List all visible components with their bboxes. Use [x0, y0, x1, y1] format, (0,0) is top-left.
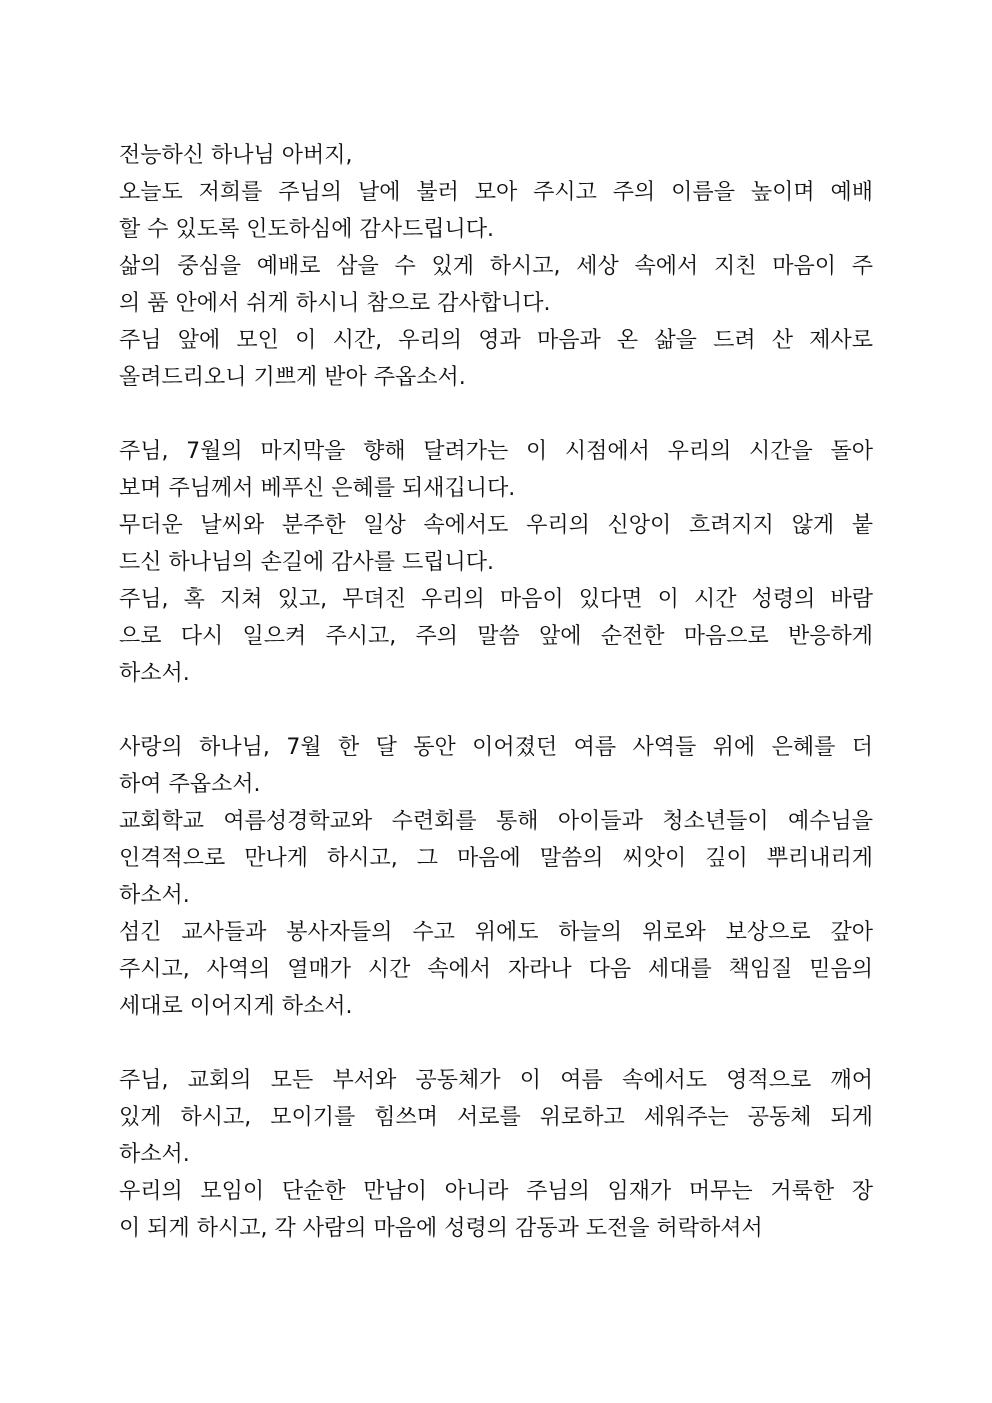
text-line: 하소서.: [119, 661, 190, 686]
text-line: 할 수 있도록 인도하심에 감사드립니다.: [119, 217, 494, 242]
text-line: 있게 하시고, 모이기를 힘쓰며 서로를 위로하고 세워주는 공동체 되게: [119, 1105, 873, 1130]
text-line: 인격적으로 만나게 하시고, 그 마음에 말씀의 씨앗이 깊이 뿌리내리게: [119, 846, 873, 871]
text-line: 주님, 7월의 마지막을 향해 달려가는 이 시점에서 우리의 시간을 돌아: [119, 439, 873, 464]
text-line: 주님, 혹 지쳐 있고, 무뎌진 우리의 마음이 있다면 이 시간 성령의 바람: [119, 587, 873, 612]
text-line: 전능하신 하나님 아버지,: [119, 143, 353, 168]
text-line: 주님 앞에 모인 이 시간, 우리의 영과 마음과 온 삶을 드려 산 제사로: [119, 328, 873, 353]
text-line: 올려드리오니 기쁘게 받아 주옵소서.: [119, 365, 466, 390]
text-line: 우리의 모임이 단순한 만남이 아니라 주님의 임재가 머무는 거룩한 장: [119, 1179, 873, 1204]
text-line: 하여 주옵소서.: [119, 772, 261, 797]
text-line: 하소서.: [119, 1142, 190, 1167]
text-line: 삶의 중심을 예배로 삼을 수 있게 하시고, 세상 속에서 지친 마음이 주: [119, 254, 873, 279]
text-line: 이 되게 하시고, 각 사람의 마음에 성령의 감동과 도전을 허락하셔서: [119, 1216, 763, 1241]
text-line: 보며 주님께서 베푸신 은혜를 되새깁니다.: [119, 476, 516, 501]
text-line: 무더운 날씨와 분주한 일상 속에서도 우리의 신앙이 흐려지지 않게 붙: [119, 513, 873, 538]
prayer-paragraph: [119, 433, 873, 692]
prayer-paragraph: [119, 137, 873, 396]
text-line: 교회학교 여름성경학교와 수련회를 통해 아이들과 청소년들이 예수님을: [119, 809, 873, 834]
text-line: 드신 하나님의 손길에 감사를 드립니다.: [119, 550, 494, 575]
text-line: 오늘도 저희를 주님의 날에 불러 모아 주시고 주의 이름을 높이며 예배: [119, 180, 873, 205]
prayer-paragraph: [119, 1062, 873, 1247]
text-line: 주시고, 사역의 열매가 시간 속에서 자라나 다음 세대를 책임질 믿음의: [119, 957, 873, 982]
text-line: 섬긴 교사들과 봉사자들의 수고 위에도 하늘의 위로와 보상으로 갚아: [119, 920, 873, 945]
text-line: 주님, 교회의 모든 부서와 공동체가 이 여름 속에서도 영적으로 깨어: [119, 1068, 873, 1093]
document-page: [119, 137, 873, 1284]
text-line: 세대로 이어지게 하소서.: [119, 994, 353, 1019]
text-line: 의 품 안에서 쉬게 하시니 참으로 감사합니다.: [119, 291, 551, 316]
text-line: 으로 다시 일으켜 주시고, 주의 말씀 앞에 순전한 마음으로 반응하게: [119, 624, 873, 649]
text-line: 사랑의 하나님, 7월 한 달 동안 이어졌던 여름 사역들 위에 은혜를 더: [119, 735, 873, 760]
prayer-paragraph: [119, 729, 873, 1025]
text-line: 하소서.: [119, 883, 190, 908]
